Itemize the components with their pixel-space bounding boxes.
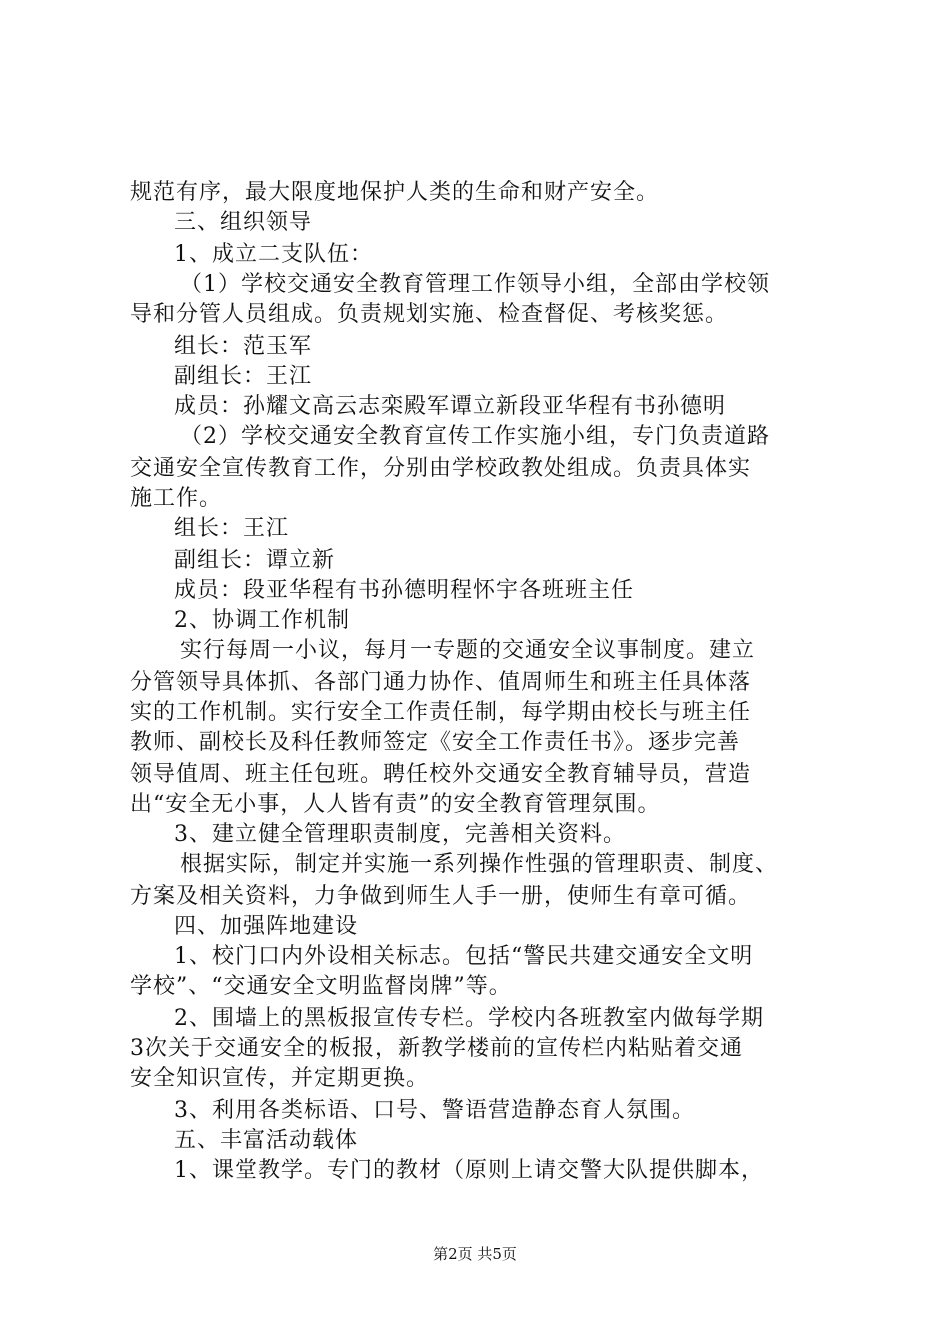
section-heading: 五、丰富活动载体 xyxy=(174,1128,359,1153)
page-footer: 第2页 共5页 xyxy=(433,1245,517,1263)
paragraph-line: 3、利用各类标语、口号、警语营造静态育人氛围。 xyxy=(174,1098,695,1123)
paragraph-line: 出“安全无小事，人人皆有责”的安全教育管理氛围。 xyxy=(130,792,661,817)
paragraph-line: 教师、副校长及科任教师签定《安全工作责任书》。逐步完善 xyxy=(130,730,741,755)
section-heading: 四、加强阵地建设 xyxy=(174,914,359,939)
roster-line: 成员：段亚华程有书孙德明程怀宇各班班主任 xyxy=(174,578,635,603)
paragraph-line: 领导值周、班主任包班。聘任校外交通安全教育辅导员，营造 xyxy=(130,762,752,787)
subsection-heading: 3、建立健全管理职责制度，完善相关资料。 xyxy=(174,822,626,847)
paragraph-line: 3次关于交通安全的板报，新教学楼前的宣传栏内粘贴着交通 xyxy=(130,1036,743,1061)
paragraph-line: 方案及相关资料，力争做到师生人手一册，使师生有章可循。 xyxy=(130,884,752,909)
paragraph-line: 实行每周一小议，每月一专题的交通安全议事制度。建立 xyxy=(180,638,756,663)
paragraph-line: 规范有序，最大限度地保护人类的生命和财产安全。 xyxy=(130,180,660,205)
roster-line: 组长：王江 xyxy=(174,516,290,541)
paragraph-line: 导和分管人员组成。负责规划实施、检查督促、考核奖惩。 xyxy=(130,302,729,327)
paragraph-line: 2、围墙上的黑板报宣传专栏。学校内各班教室内做每学期 xyxy=(174,1006,764,1031)
paragraph-line: 实的工作机制。实行安全工作责任制，每学期由校长与班主任 xyxy=(130,700,752,725)
paragraph-line: 安全知识宣传，并定期更换。 xyxy=(130,1066,430,1091)
paragraph-line: 学校”、“交通安全文明监督岗牌”等。 xyxy=(130,974,512,999)
paragraph-line: 根据实际，制定并实施一系列操作性强的管理职责、制度、 xyxy=(180,852,779,877)
roster-line: 组长：范玉军 xyxy=(174,334,313,359)
paragraph-line: 1、课堂教学。专门的教材（原则上请交警大队提供脚本， xyxy=(174,1158,764,1183)
paragraph-line: 施工作。 xyxy=(130,486,223,511)
subsection-heading: 1、成立二支队伍： xyxy=(174,242,373,267)
paragraph-line: 分管领导具体抓、各部门通力协作、值周师生和班主任具体落 xyxy=(130,670,752,695)
paragraph-line: 1、校门口内外设相关标志。包括“警民共建交通安全文明 xyxy=(174,944,754,969)
subsection-heading: 2、协调工作机制 xyxy=(174,608,350,633)
paragraph-line: （2）学校交通安全教育宣传工作实施小组，专门负责道路 xyxy=(180,424,770,449)
paragraph-line: 交通安全宣传教育工作，分别由学校政教处组成。负责具体实 xyxy=(130,456,752,481)
roster-line: 成员：孙耀文高云志栾殿军谭立新段亚华程有书孙德明 xyxy=(174,394,727,419)
section-heading: 三、组织领导 xyxy=(174,210,313,235)
roster-line: 副组长：王江 xyxy=(174,364,313,389)
paragraph-line: （1）学校交通安全教育管理工作领导小组，全部由学校领 xyxy=(180,272,770,297)
roster-line: 副组长：谭立新 xyxy=(174,548,336,573)
